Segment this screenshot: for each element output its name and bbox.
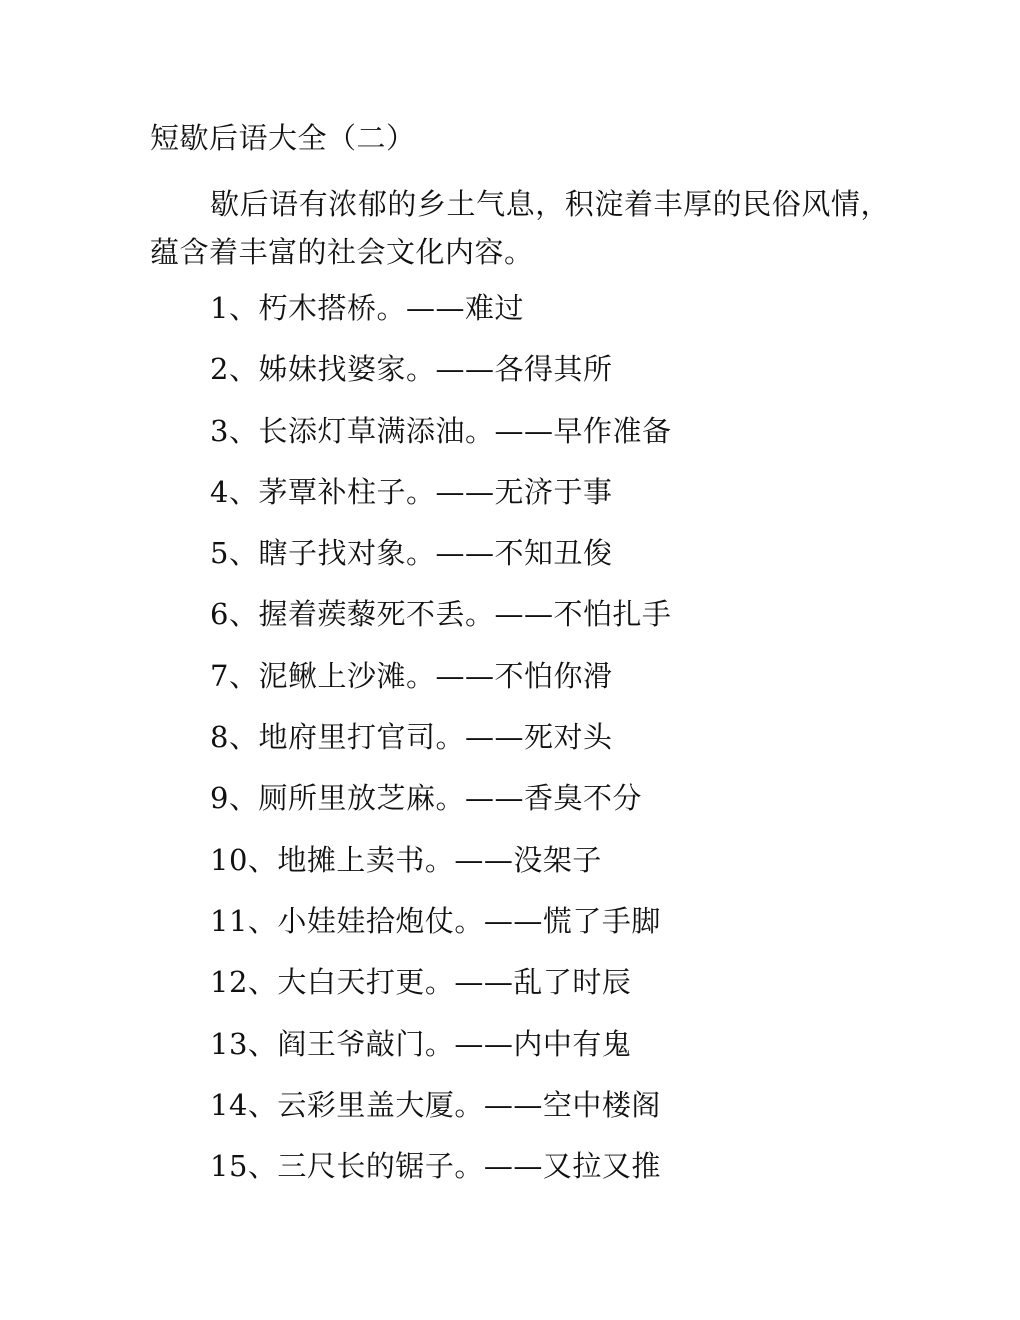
list-item: 5、瞎子找对象。——不知丑俊 bbox=[210, 536, 613, 571]
list-item: 11、小娃娃拾炮仗。——慌了手脚 bbox=[210, 903, 661, 938]
list-item: 1、朽木搭桥。——难过 bbox=[210, 291, 524, 325]
list-item: 2、姊妹找婆家。——各得其所 bbox=[210, 352, 613, 387]
list-item: 9、厕所里放芝麻。——香臭不分 bbox=[210, 781, 642, 816]
list-item: 13、阎王爷敲门。——内中有鬼 bbox=[210, 1026, 632, 1061]
intro-paragraph: 歇后语有浓郁的乡土气息，积淀着丰厚的民俗风情，蕴含着丰富的社会文化内容。 bbox=[150, 187, 890, 269]
list-item: 15、三尺长的锯子。——又拉又推 bbox=[210, 1149, 661, 1184]
list-item: 14、云彩里盖大厦。——空中楼阁 bbox=[210, 1087, 661, 1122]
list-item: 3、长添灯草满添油。——早作准备 bbox=[210, 413, 672, 448]
list-item: 12、大白天打更。——乱了时辰 bbox=[210, 965, 632, 1000]
list-item: 6、握着蒺藜死不丢。——不怕扎手 bbox=[210, 597, 672, 632]
list-item: 10、地摊上卖书。——没架子 bbox=[210, 842, 602, 877]
proverb-list bbox=[210, 286, 671, 1205]
list-item: 8、地府里打官司。——死对头 bbox=[210, 720, 613, 755]
list-item: 7、泥鳅上沙滩。——不怕你滑 bbox=[210, 658, 613, 693]
list-item: 4、茅覃补柱子。——无济于事 bbox=[210, 474, 613, 509]
document-title: 短歇后语大全（二） bbox=[150, 121, 416, 155]
